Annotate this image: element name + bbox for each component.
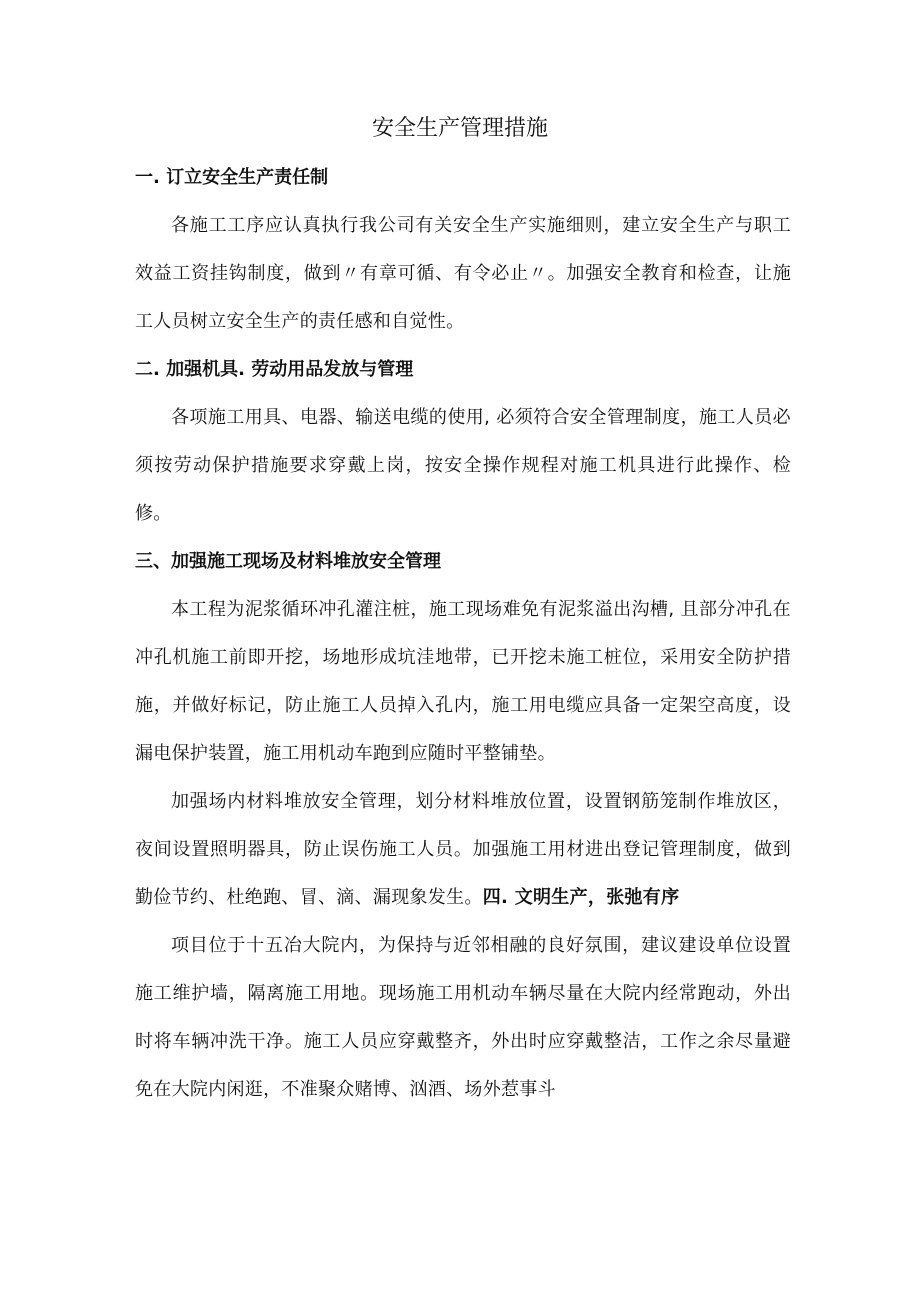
- section-3-paragraph-2: [135, 778, 791, 922]
- document-title: 安全生产管理措施: [371, 116, 548, 141]
- section-3-paragraph-1: 本工程为泥浆循环冲孔灌注桩，施工现场难免有泥浆溢出沟槽, 且部分冲孔在冲孔机施工前即开挖，场地形成坑洼地带，已开挖未施工桩位，采用安全防护措施，并做好标记，防止施工人员掉入孔内，施工用电缆应具备一定架空高度，设漏电保护装置，施工用机动车跑到应随时平整铺垫。: [135, 599, 791, 764]
- section-1-paragraph: 各施工工序应认真执行我公司有关安全生产实施细则，建立安全生产与职工效益工资挂钩制度，做到〃有章可循、有令必止〃。加强安全教育和检查，让施工人员树立安全生产的责任感和自觉性。: [135, 215, 791, 332]
- section-2-paragraph: 各项施工用具、电器、输送电缆的使用, 必须符合安全管理制度，施工人员必须按劳动保护措施要求穿戴上岗，按安全操作规程对施工机具进行此操作、检修。: [135, 407, 791, 524]
- section-3-paragraph-2-text: 加强场内材料堆放安全管理，划分材料堆放位置，设置钢筋笼制作堆放区，夜间设置照明器具，防止误伤施工人员。加强施工用材进出登记管理制度，做到勤俭节约、杜绝跑、冒、滴、漏现象发生。: [135, 791, 791, 908]
- section-heading-3: 三、加强施工现场及材料堆放安全管理: [135, 551, 441, 572]
- section-heading-4: 四. 文明生产，张弛有序: [482, 887, 680, 908]
- section-4-paragraph: 项目位于十五冶大院内，为保持与近邻相融的良好氛围，建议建设单位设置施工维护墙，隔离施工用地。现场施工用机动车辆尽量在大院内经常跑动，外出时将车辆冲洗干净。施工人员应穿戴整齐，外出时应穿戴整洁，工作之余尽量避免在大院内闲逛，不准聚众赌博、汹酒、场外惹事斗: [135, 935, 791, 1100]
- document-body: [135, 160, 791, 1114]
- section-heading-2: 二. 加强机具. 劳动用品发放与管理: [135, 359, 414, 380]
- section-heading-1: 一. 订立安全生产责任制: [135, 167, 329, 188]
